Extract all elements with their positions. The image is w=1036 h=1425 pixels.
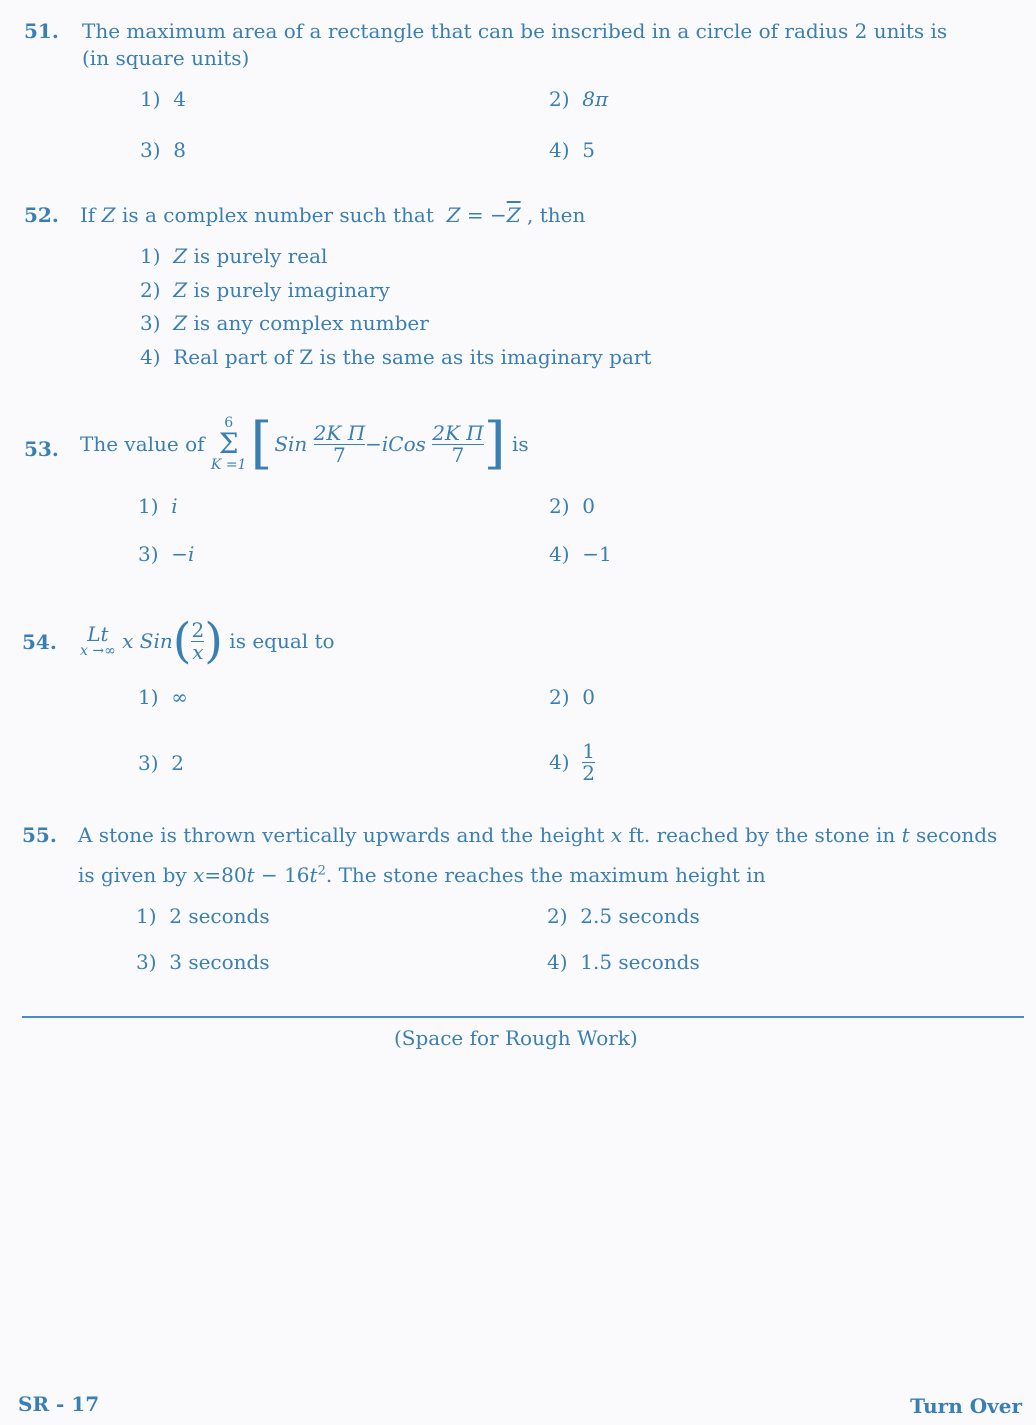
- turn-over-label: Turn Over: [910, 1394, 1022, 1418]
- option-3: 3) −i: [138, 542, 195, 566]
- fraction: $\frac{2}{x}$: [191, 617, 205, 664]
- fraction: $\frac{1}{2}$: [582, 738, 595, 785]
- rough-work-label: (Space for Rough Work): [394, 1026, 638, 1050]
- question-text: A stone is thrown vertically upwards and the height x ft. reached by the stone in t seconds: [78, 823, 998, 847]
- question-number: 51.: [24, 19, 59, 43]
- question-text: If Z is a complex number such that $Z = -\overline{Z}$ , then: [80, 203, 586, 227]
- option-3: 3) 8: [140, 138, 186, 162]
- question-text: (in square units): [82, 46, 250, 70]
- fraction: $\frac{\text{2K Π}}{7}$: [313, 420, 366, 467]
- option-2: 2) Z is purely imaginary: [140, 278, 390, 302]
- question-number: 53.: [24, 437, 59, 461]
- option-1: 1) 2 seconds: [136, 904, 270, 928]
- question-text: The maximum area of a rectangle that can be inscribed in a circle of radius 2 units is: [82, 19, 948, 43]
- equation-rhs-conjugate: $\overline{Z}$: [506, 203, 521, 227]
- option-2: 2) 8π: [549, 87, 609, 111]
- summation-expression: The value of 6 Σ K =1 [ Sin $\frac{\text{2K Π}}{7}$ −i Cos $\frac{\text{2K Π}}{7}$ ] is: [80, 411, 529, 476]
- equation-op: = −: [466, 203, 507, 227]
- question-number: 55.: [22, 823, 57, 847]
- equation-lhs: Z: [446, 203, 461, 227]
- fraction: $\frac{\text{2K Π}}{7}$: [432, 420, 484, 467]
- option-1: 1) 4: [140, 87, 186, 111]
- question-number: 52.: [24, 203, 59, 227]
- equation: $x=80t - 16t^2$: [193, 863, 326, 887]
- divider: [22, 1016, 1024, 1018]
- option-3: 3) 2: [138, 751, 184, 775]
- limit-operator: Lt x →∞: [80, 622, 116, 659]
- option-2: 2) 0: [549, 685, 595, 709]
- option-4: 4) $\frac{1}{2}$: [549, 738, 595, 785]
- option-3: 3) 3 seconds: [136, 950, 270, 974]
- question-number: 54.: [22, 630, 57, 654]
- option-4: 4) Real part of Z is the same as its imaginary part: [140, 345, 652, 369]
- page-code: SR - 17: [18, 1392, 100, 1416]
- option-4: 4) −1: [549, 542, 612, 566]
- question-text: is given by $x=80t - 16t^2$. The stone reaches the maximum height in: [78, 863, 766, 887]
- option-1: 1) i: [138, 494, 178, 518]
- option-1: 1) Z is purely real: [140, 244, 328, 268]
- left-bracket: [: [250, 411, 273, 476]
- option-3: 3) Z is any complex number: [140, 311, 429, 335]
- option-2: 2) 2.5 seconds: [547, 904, 700, 928]
- right-bracket: ]: [483, 411, 506, 476]
- sigma-symbol: 6 Σ K =1: [210, 415, 247, 473]
- limit-expression: Lt x →∞ x Sin ( $\frac{2}{x}$ ) is equal to: [80, 613, 335, 669]
- option-4: 4) 5: [549, 138, 595, 162]
- option-1: 1) ∞: [138, 685, 188, 709]
- option-2: 2) 0: [549, 494, 595, 518]
- option-4: 4) 1.5 seconds: [547, 950, 700, 974]
